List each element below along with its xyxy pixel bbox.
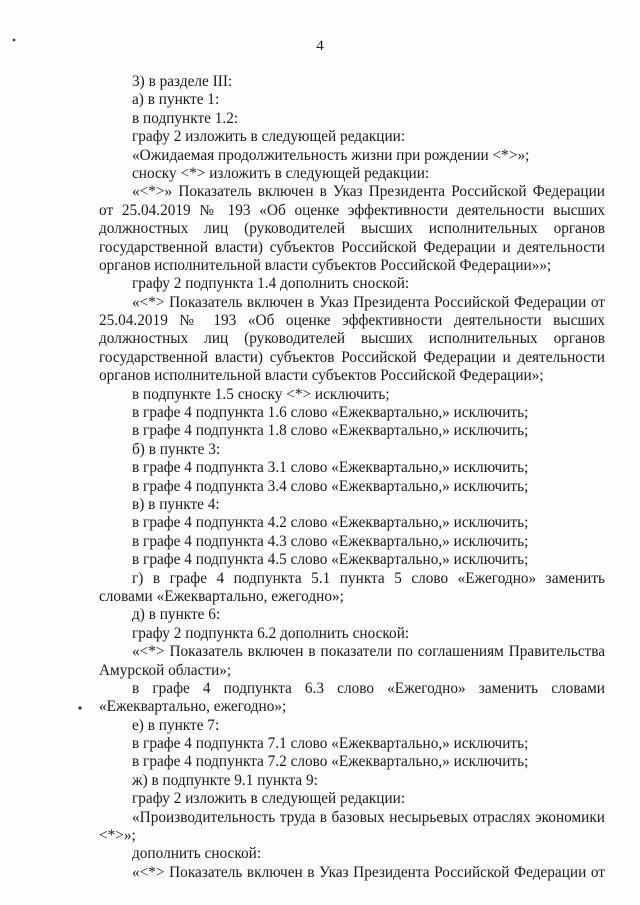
- text-line: «Производительность труда в базовых несырьевых отраслях экономики: [132, 808, 605, 826]
- text-line: графу 2 подпункта 6.2 дополнить сноской:: [132, 624, 410, 642]
- text-line: в графе 4 подпункта 3.1 слово «Ежеквартально,» исключить;: [132, 459, 529, 477]
- text-line: 25.04.2019 № 193 «Об оценке эффективности деятельности высших: [99, 312, 605, 330]
- text-line: ж) в подпункте 9.1 пункта 9:: [132, 771, 318, 789]
- text-line: государственной власти) субъектов Российской Федерации и деятельности: [99, 348, 605, 366]
- text-line: в графе 4 подпункта 3.4 слово «Ежеквартально,» исключить;: [132, 477, 529, 495]
- text-line: органов исполнительной власти субъектов Российской Федерации»;: [99, 367, 544, 385]
- text-line: а) в пункте 1:: [132, 91, 220, 109]
- text-line: в графе 4 подпункта 1.6 слово «Ежеквартально,» исключить;: [132, 404, 529, 422]
- text-line: графу 2 изложить в следующей редакции:: [132, 128, 406, 146]
- text-line: графу 2 изложить в следующей редакции:: [132, 790, 406, 808]
- text-line: государственной власти) субъектов Российской Федерации и деятельности: [99, 238, 605, 256]
- text-line: в графе 4 подпункта 4.5 слово «Ежеквартально,» исключить;: [132, 551, 529, 569]
- text-line: г) в графе 4 подпункта 5.1 пункта 5 слово «Ежегодно» заменить: [132, 569, 605, 587]
- text-line: 3) в разделе III:: [132, 73, 233, 90]
- text-line: д) в пункте 6:: [132, 606, 221, 624]
- text-line: словами «Ежеквартально, ежегодно»;: [99, 587, 344, 605]
- text-line: «<*>» Показатель включен в Указ Президента Российской Федерации: [132, 183, 605, 201]
- text-line: «Ожидаемая продолжительность жизни при рождении <*>»;: [132, 146, 530, 164]
- text-line: в графе 4 подпункта 7.1 слово «Ежеквартально,» исключить;: [132, 735, 529, 753]
- document-body: [99, 73, 605, 882]
- text-line: графу 2 подпункта 1.4 дополнить сноской:: [132, 275, 410, 293]
- text-line: в подпункте 1.2:: [132, 109, 239, 127]
- text-line: в графе 4 подпункта 6.3 слово «Ежегодно» заменить словами: [132, 679, 605, 697]
- text-line: дополнить сноской:: [132, 845, 262, 863]
- text-line: должностных лиц (руководителей высших исполнительных органов: [99, 330, 605, 348]
- text-line: органов исполнительной власти субъектов Российской Федерации»»;: [99, 256, 552, 274]
- text-line: «Ежеквартально, ежегодно»;: [99, 698, 287, 716]
- text-line: «<*> Показатель включен в Указ Президента Российской Федерации от: [132, 293, 605, 311]
- text-line: в графе 4 подпункта 1.8 слово «Ежеквартально,» исключить;: [132, 422, 529, 440]
- text-line: Амурской области»;: [99, 661, 232, 679]
- text-line: в графе 4 подпункта 4.2 слово «Ежеквартально,» исключить;: [132, 514, 529, 532]
- text-line: сноску <*> изложить в следующей редакции:: [132, 164, 430, 182]
- text-line: <*>»;: [99, 827, 136, 845]
- text-line: б) в пункте 3:: [132, 440, 221, 458]
- text-line: от 25.04.2019 № 193 «Об оценке эффективности деятельности высших: [99, 201, 605, 219]
- text-line: в) в пункте 4:: [132, 495, 220, 513]
- text-line: «<*> Показатель включен в показатели по соглашениям Правительства: [132, 643, 605, 661]
- text-line: «<*> Показатель включен в Указ Президента Российской Федерации от: [132, 863, 605, 881]
- page-number: 4: [316, 38, 324, 54]
- text-line: в графе 4 подпункта 4.3 слово «Ежеквартально,» исключить;: [132, 532, 529, 550]
- text-line: должностных лиц (руководителей высших исполнительных органов: [99, 220, 605, 238]
- text-line: в графе 4 подпункта 7.2 слово «Ежеквартально,» исключить;: [132, 753, 529, 771]
- text-line: в подпункте 1.5 сноску <*> исключить;: [132, 385, 390, 403]
- text-line: е) в пункте 7:: [132, 716, 220, 734]
